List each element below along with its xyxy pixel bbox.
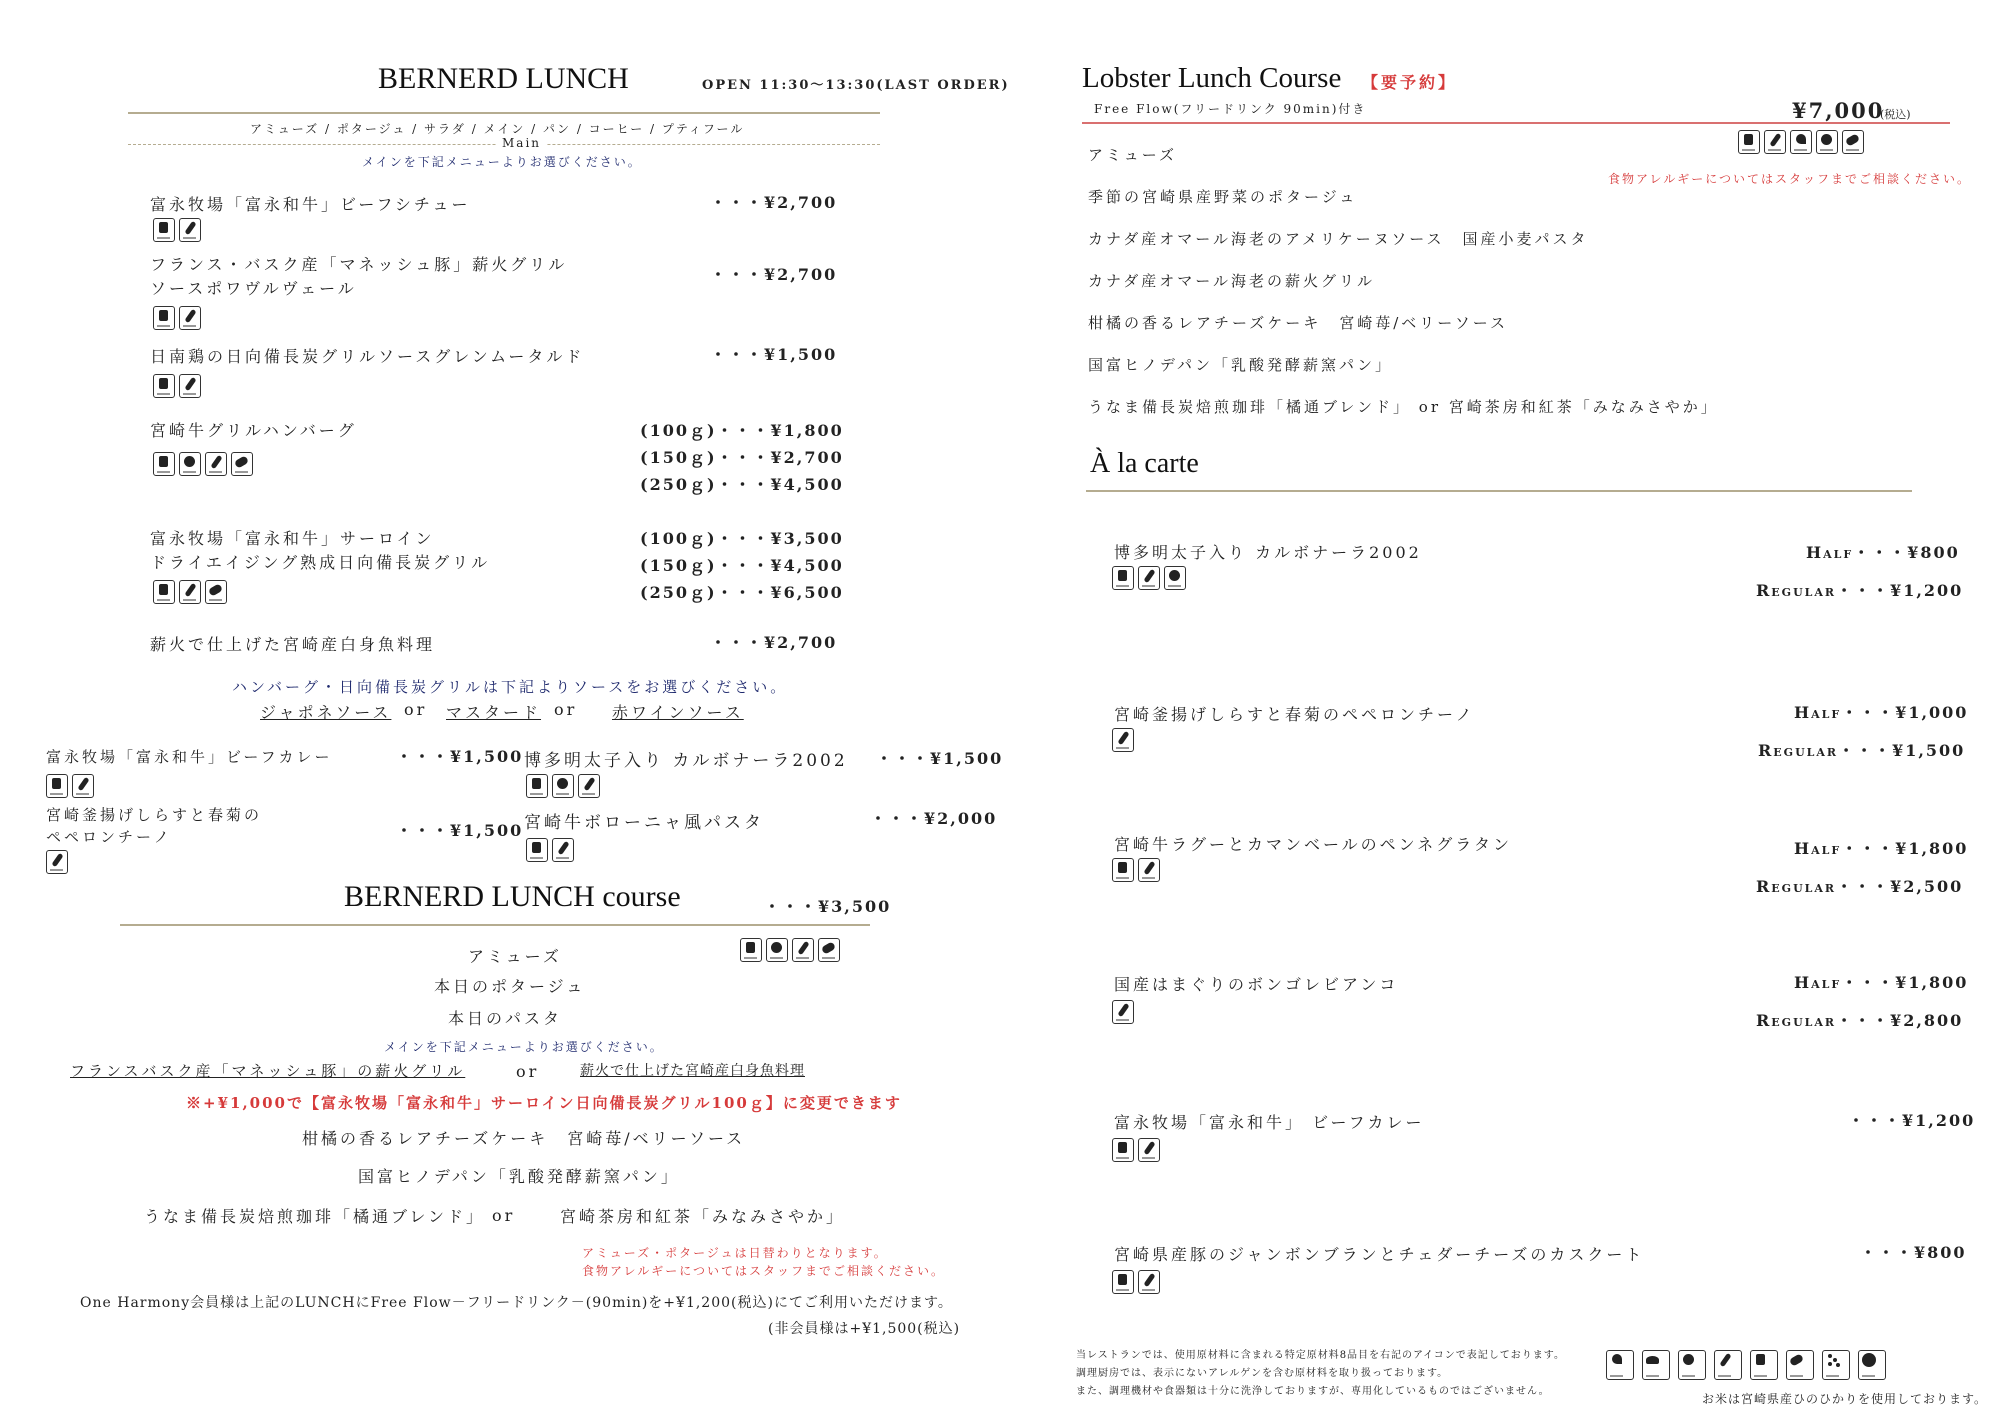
allergen-icons [1112,1000,1134,1024]
main-price: (150ｇ)・・・¥4,500 [640,556,844,575]
egg-icon [552,774,574,798]
allergen-legend [1606,1350,1886,1380]
main-item: 富永牧場「富永和牛」サーロイン [150,529,435,548]
milk-icon [526,774,548,798]
course-choose-note: メインを下記メニューよりお選びください。 [384,1040,664,1054]
milk-icon [1112,1138,1134,1162]
peanut-icon [1842,130,1864,154]
wheat-icon [1138,858,1160,882]
walnut-icon [1858,1350,1886,1380]
freeflow-note: Free Flow(フリードリンク 90min)付き [1094,102,1367,116]
wheat-icon [205,452,227,476]
egg-icon [1164,566,1186,590]
course-bread: 国富ヒノデパン「乳酸発酵薪窯パン」 [358,1167,680,1186]
sauce-option: マスタード [446,703,542,722]
crab-icon [1642,1350,1670,1380]
allergen-icons [1112,566,1186,590]
reserve-badge: 【要予約】 [1362,73,1458,92]
lobster-price: ¥7,000 [1792,98,1885,123]
buckwheat-icon [1822,1350,1850,1380]
milk-icon [153,374,175,398]
extra-price: ・・・¥2,000 [870,809,998,828]
lobster-title: Lobster Lunch Course [1082,62,1342,94]
allergen-icons [1738,130,1864,154]
footer-note: 当レストランでは、使用原材料に含まれる特定原材料8品目を右記のアイコンで表記しております。 [1076,1350,1565,1361]
wheat-icon [1112,1000,1134,1024]
wheat-icon [179,580,201,604]
course-main-option: フランスバスク産「マネッシュ豚」の薪火グリル [70,1062,466,1080]
daily-note: アミューズ・ポタージュは日替わりとなります。 [582,1246,888,1260]
allergen-icons [46,774,94,798]
carte-item: 博多明太子入り カルボナーラ2002 [1114,543,1422,562]
carte-half-price: Half・・・¥800 [1806,543,1960,562]
sauce-option: ジャポネソース [260,703,392,722]
allergen-icons [1112,728,1134,752]
course-drink: うなま備長炭焙煎珈琲「橘通ブレンド」 [144,1207,485,1226]
peanut-icon [231,452,253,476]
milk-icon [1112,1270,1134,1294]
lobster-item: うなま備長炭焙煎珈琲「橘通ブレンド」 or 宮崎茶房和紅茶「みなみさやか」 [1088,398,1719,416]
carte-regular-price: Regular・・・¥1,200 [1756,581,1964,600]
extra-item: 宮崎釜揚げしらすと春菊の [46,806,263,824]
milk-icon [740,938,762,962]
allergen-icons [46,850,68,874]
wheat-icon [179,374,201,398]
main-price: ・・・¥2,700 [710,265,838,284]
extra-item: 富永牧場「富永和牛」ビーフカレー [46,748,333,766]
allergen-icons [1112,1270,1160,1294]
or-text: or [492,1206,516,1225]
main-label: Main [496,136,547,150]
allergy-note: 食物アレルギーについてはスタッフまでご相談ください。 [1608,172,1971,186]
extra-item: 博多明太子入り カルボナーラ2002 [524,751,848,771]
carte-half-price: Half・・・¥1,800 [1794,973,1969,992]
or-text: or [554,700,578,719]
course-item: 本日のパスタ [448,1009,563,1028]
allergen-icons [1112,1138,1160,1162]
carte-regular-price: Regular・・・¥2,800 [1756,1011,1964,1030]
peanut-icon [818,938,840,962]
main-price: (100ｇ)・・・¥3,500 [640,529,844,548]
extra-price: ・・・¥1,500 [876,749,1004,768]
milk-icon [153,218,175,242]
nonmember-note: (非会員様は+¥1,500(税込) [768,1321,961,1337]
main-item: 宮崎牛グリルハンバーグ [150,421,357,440]
egg-icon [766,938,788,962]
carte-half-price: Half・・・¥1,800 [1794,839,1969,858]
sauce-option: 赤ワインソース [612,703,744,722]
main-price: ・・・¥1,500 [710,345,838,364]
allergen-icons [153,580,227,604]
course-price: ・・・¥3,500 [764,897,892,916]
footer-note: また、調理機材や食器類は十分に洗浄しておりますが、専用化しているものではございません。 [1076,1386,1550,1397]
main-price: (100ｇ)・・・¥1,800 [640,421,844,440]
carte-price: ・・・¥800 [1860,1243,1967,1262]
egg-icon [179,452,201,476]
milk-icon [46,774,68,798]
harmony-note: One Harmony会員様は上記のLUNCHにFree Flow－フリードリンク－(90min)を+¥1,200(税込)にてご利用いただけます。 [80,1295,953,1311]
lobster-item: 季節の宮崎県産野菜のポタージュ [1088,188,1358,206]
milk-icon [1112,858,1134,882]
allergen-icons [153,306,201,330]
egg-icon [1816,130,1838,154]
wheat-icon [1764,130,1786,154]
main-item: 薪火で仕上げた宮崎産白身魚料理 [150,635,436,654]
alacarte-title: À la carte [1090,448,1199,479]
tax-label: (税込) [1880,108,1911,121]
extra-price: ・・・¥1,500 [396,821,524,840]
footer-note: 調理厨房では、表示にないアレルゲンを含む原材料を取り扱っております。 [1076,1368,1449,1379]
peanut-icon [205,580,227,604]
wheat-icon [552,838,574,862]
main-item-line2: ソースポワヴルヴェール [150,279,357,298]
wheat-icon [72,774,94,798]
course-item: 本日のポタージュ [434,977,586,996]
course-drink: 宮崎茶房和紅茶「みなみさやか」 [560,1207,846,1226]
main-choose-note: メインを下記メニューよりお選びください。 [362,155,642,169]
carte-regular-price: Regular・・・¥2,500 [1756,877,1964,896]
lobster-item: カナダ産オマール海老の薪火グリル [1088,272,1375,290]
carte-item: 宮崎釜揚げしらすと春菊のペペロンチーノ [1114,705,1475,724]
milk-icon [153,580,175,604]
wheat-icon [179,218,201,242]
milk-icon [153,452,175,476]
extra-item-line2: ペペロンチーノ [46,828,172,846]
wheat-icon [1714,1350,1742,1380]
main-item: 日南鶏の日向備長炭グリルソースグレンムータルド [150,347,585,366]
sauce-note: ハンバーグ・日向備長炭グリルは下記よりソースをお選びください。 [232,678,789,696]
wheat-icon [46,850,68,874]
main-price: ・・・¥2,700 [710,193,838,212]
milk-icon [1112,566,1134,590]
main-price: ・・・¥2,700 [710,633,838,652]
carte-half-price: Half・・・¥1,000 [1794,703,1969,722]
milk-icon [526,838,548,862]
main-item: 富永牧場「富永和牛」ビーフシチュー [150,195,471,214]
course-item: アミューズ [468,947,562,966]
or-text: or [516,1062,540,1081]
shrimp-icon [1790,130,1812,154]
course-title: BERNERD LUNCH course [344,880,681,913]
lunch-subtitle: アミューズ / ポタージュ / サラダ / メイン / パン / コーヒー / プティフール [250,122,745,136]
peanut-icon [1786,1350,1814,1380]
allergen-icons [153,218,201,242]
wheat-icon [578,774,600,798]
main-price: (150ｇ)・・・¥2,700 [640,448,844,467]
allergy-note: 食物アレルギーについてはスタッフまでご相談ください。 [582,1264,945,1278]
milk-icon [1750,1350,1778,1380]
allergen-icons [1112,858,1160,882]
carte-price: ・・・¥1,200 [1848,1111,1976,1130]
open-hours: OPEN 11:30〜13:30(LAST ORDER) [702,78,1010,93]
wheat-icon [1138,1270,1160,1294]
main-price: (250ｇ)・・・¥4,500 [640,475,844,494]
carte-item: 国産はまぐりのボンゴレビアンコ [1114,975,1399,994]
course-dessert: 柑橘の香るレアチーズケーキ 宮崎苺/ベリーソース [302,1129,746,1148]
wheat-icon [1138,1138,1160,1162]
milk-icon [1738,130,1760,154]
carte-item: 宮崎牛ラグーとカマンベールのペンネグラタン [1114,835,1513,854]
allergen-icons [153,452,253,476]
main-item-line2: ドライエイジング熟成日向備長炭グリル [150,553,491,572]
course-main-option: 薪火で仕上げた宮崎産白身魚料理 [580,1063,805,1079]
wheat-icon [1112,728,1134,752]
lobster-item: アミューズ [1088,146,1177,164]
main-item: フランス・バスク産「マネッシュ豚」薪火グリル [150,255,568,274]
wheat-icon [1138,566,1160,590]
allergen-icons [526,838,574,862]
wheat-icon [179,306,201,330]
allergen-icons [526,774,600,798]
rice-note: お米は宮崎県産ひのひかりを使用しております。 [1702,1392,1988,1406]
or-text: or [404,700,428,719]
carte-regular-price: Regular・・・¥1,500 [1758,741,1966,760]
allergen-icons [740,938,840,962]
lobster-item: 柑橘の香るレアチーズケーキ 宮崎苺/ベリーソース [1088,314,1508,332]
extra-item: 宮崎牛ボローニャ風パスタ [524,813,764,833]
course-upgrade-note: ※+¥1,000で【富永牧場「富永和牛」サーロイン日向備長炭グリル100ｇ】に変更できます [186,1094,902,1112]
shrimp-icon [1606,1350,1634,1380]
lunch-title: BERNERD LUNCH [378,62,629,95]
main-price: (250ｇ)・・・¥6,500 [640,583,844,602]
carte-item: 宮崎県産豚のジャンボンブランとチェダーチーズのカスクート [1114,1245,1645,1264]
wheat-icon [792,938,814,962]
lobster-item: カナダ産オマール海老のアメリケーヌソース 国産小麦パスタ [1088,230,1589,248]
carte-item: 富永牧場「富永和牛」 ビーフカレー [1114,1113,1425,1132]
egg-icon [1678,1350,1706,1380]
lobster-item: 国富ヒノデパン「乳酸発酵薪窯パン」 [1088,356,1393,374]
milk-icon [153,306,175,330]
extra-price: ・・・¥1,500 [396,747,524,766]
allergen-icons [153,374,201,398]
